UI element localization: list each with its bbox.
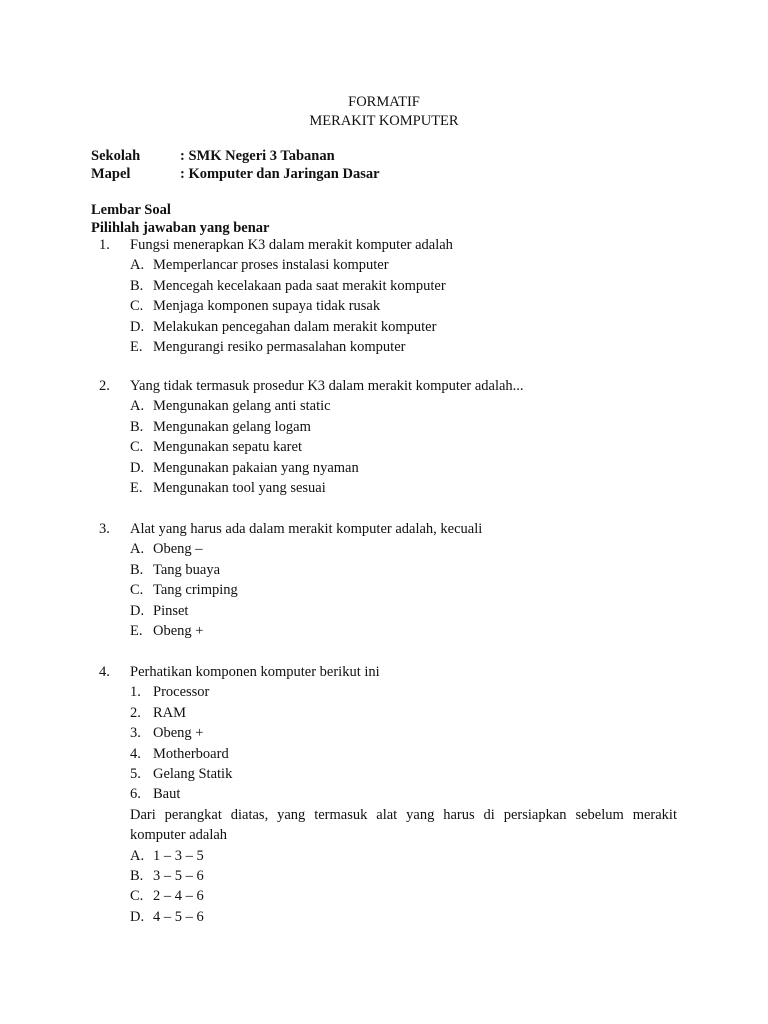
document-subtitle: MERAKIT KOMPUTER bbox=[309, 113, 459, 129]
option-text: 2 – 4 – 6 bbox=[153, 888, 204, 905]
option-letter: D. bbox=[130, 602, 145, 619]
question-number: 3. bbox=[99, 521, 110, 537]
document-title: FORMATIF bbox=[348, 94, 420, 110]
option-text: Mengunakan gelang anti static bbox=[153, 398, 331, 415]
option-text: Mengunakan pakaian yang nyaman bbox=[153, 459, 359, 476]
option-text: 3 – 5 – 6 bbox=[153, 868, 204, 885]
option-letter: B. bbox=[130, 561, 144, 578]
option-text: Menjaga komponen supaya tidak rusak bbox=[153, 298, 381, 315]
question-3 bbox=[91, 519, 677, 641]
answer-option bbox=[91, 276, 677, 296]
question-text: Alat yang harus ada dalam merakit komputer adalah, kecuali bbox=[130, 521, 483, 537]
question-stem bbox=[91, 662, 677, 682]
component-item bbox=[91, 703, 677, 723]
option-text: Melakukan pencegahan dalam merakit komputer bbox=[153, 318, 437, 335]
option-text: 4 – 5 – 6 bbox=[153, 908, 204, 925]
section-instruction: Pilihlah jawaban yang benar bbox=[91, 220, 270, 236]
item-text: Baut bbox=[153, 786, 181, 803]
option-text: Obeng + bbox=[153, 623, 204, 640]
answer-option bbox=[91, 580, 677, 600]
option-text: Mencegah kecelakaan pada saat merakit komputer bbox=[153, 277, 446, 294]
answer-option bbox=[91, 255, 677, 275]
component-item bbox=[91, 723, 677, 743]
option-letter: B. bbox=[130, 868, 144, 885]
item-text: Gelang Statik bbox=[153, 766, 233, 783]
question-2 bbox=[91, 376, 677, 498]
item-text: Processor bbox=[153, 684, 210, 701]
question-4 bbox=[91, 662, 677, 927]
answer-option bbox=[91, 866, 677, 886]
answer-option bbox=[91, 886, 677, 906]
item-number: 6. bbox=[130, 786, 141, 803]
answer-option bbox=[91, 417, 677, 437]
answer-option bbox=[91, 317, 677, 337]
component-item bbox=[91, 682, 677, 702]
option-letter: A. bbox=[130, 257, 145, 274]
component-item bbox=[91, 744, 677, 764]
question-number: 1. bbox=[99, 237, 110, 253]
option-text: 1 – 3 – 5 bbox=[153, 847, 204, 864]
option-text: Mengunakan tool yang sesuai bbox=[153, 480, 326, 497]
option-letter: A. bbox=[130, 541, 145, 558]
item-text: Motherboard bbox=[153, 745, 229, 762]
school-row bbox=[91, 146, 335, 166]
school-value: : SMK Negeri 3 Tabanan bbox=[180, 148, 335, 164]
question-stem bbox=[91, 519, 677, 539]
question-text: Yang tidak termasuk prosedur K3 dalam merakit komputer adalah... bbox=[130, 378, 524, 394]
option-letter: B. bbox=[130, 277, 144, 294]
school-label: Sekolah bbox=[91, 148, 141, 164]
option-letter: D. bbox=[130, 459, 145, 476]
item-number: 5. bbox=[130, 766, 141, 783]
item-number: 4. bbox=[130, 745, 141, 762]
answer-option bbox=[91, 337, 677, 357]
option-letter: C. bbox=[130, 582, 144, 599]
option-letter: D. bbox=[130, 908, 145, 925]
answer-option bbox=[91, 396, 677, 416]
option-letter: D. bbox=[130, 318, 145, 335]
component-item bbox=[91, 784, 677, 804]
answer-option bbox=[91, 478, 677, 498]
item-text: Obeng + bbox=[153, 725, 204, 742]
option-text: Mengurangi resiko permasalahan komputer bbox=[153, 339, 406, 356]
subject-row bbox=[91, 164, 380, 184]
option-text: Obeng – bbox=[153, 541, 203, 558]
subject-value: : Komputer dan Jaringan Dasar bbox=[180, 166, 380, 182]
option-text: Mengunakan gelang logam bbox=[153, 418, 311, 435]
option-letter: E. bbox=[130, 339, 143, 356]
answer-option bbox=[91, 621, 677, 641]
answer-option bbox=[91, 601, 677, 621]
section-heading: Lembar Soal bbox=[91, 202, 171, 218]
item-number: 2. bbox=[130, 704, 141, 721]
option-letter: C. bbox=[130, 298, 144, 315]
item-text: RAM bbox=[153, 704, 187, 721]
option-letter: C. bbox=[130, 888, 144, 905]
question-1 bbox=[91, 235, 677, 357]
option-letter: B. bbox=[130, 418, 144, 435]
option-letter: C. bbox=[130, 439, 144, 456]
question-text: Fungsi menerapkan K3 dalam merakit komputer adalah bbox=[130, 237, 453, 253]
item-number: 3. bbox=[130, 725, 141, 742]
answer-option bbox=[91, 846, 677, 866]
option-text: Tang crimping bbox=[153, 582, 238, 599]
question-stem bbox=[91, 235, 677, 255]
question-text: Perhatikan komponen komputer berikut ini bbox=[130, 664, 380, 680]
answer-option bbox=[91, 539, 677, 559]
answer-option bbox=[91, 560, 677, 580]
option-letter: A. bbox=[130, 398, 145, 415]
question-stem bbox=[91, 376, 677, 396]
subject-label: Mapel bbox=[91, 166, 131, 182]
option-letter: A. bbox=[130, 847, 145, 864]
option-text: Pinset bbox=[153, 602, 189, 619]
option-letter: E. bbox=[130, 623, 143, 640]
answer-option bbox=[91, 296, 677, 316]
answer-option bbox=[91, 907, 677, 927]
answer-option bbox=[91, 458, 677, 478]
question-number: 4. bbox=[99, 664, 110, 680]
component-item bbox=[91, 764, 677, 784]
item-number: 1. bbox=[130, 684, 141, 701]
option-text: Mengunakan sepatu karet bbox=[153, 439, 302, 456]
question-number: 2. bbox=[99, 378, 110, 394]
option-text: Memperlancar proses instalasi komputer bbox=[153, 257, 389, 274]
option-text: Tang buaya bbox=[153, 561, 221, 578]
option-letter: E. bbox=[130, 480, 143, 497]
answer-option bbox=[91, 437, 677, 457]
question-note: Dari perangkat diatas, yang termasuk alat yang harus di persiapkan sebelum merakit komputer adalah bbox=[130, 806, 677, 844]
